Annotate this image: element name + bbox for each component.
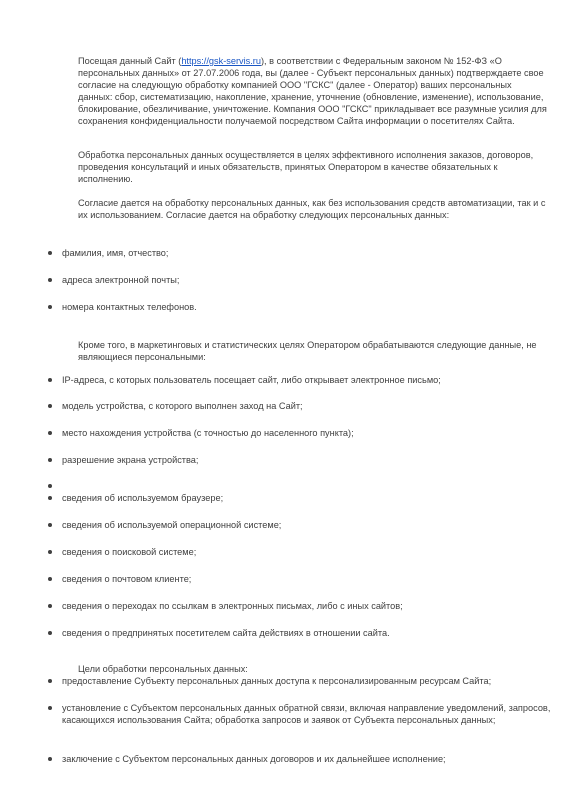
bullet-icon [48,679,52,683]
list-item: сведения об используемой операционной системе; [62,519,552,531]
bullet-icon [48,378,52,382]
list-item: сведения о предпринятых посетителем сайта действиях в отношении сайта. [62,627,552,639]
bullet-icon [48,458,52,462]
list-item: модель устройства, с которого выполнен заход на Сайт; [62,400,552,412]
goals-heading: Цели обработки персональных данных: [78,664,248,674]
bullet-icon [48,484,52,488]
list-item: установление с Субъектом персональных данных обратной связи, включая направление уведомлений, запросов, касающихся использования Сайта; обработка запросов и заявок от Субъекта персональных данных; [62,702,552,726]
bullet-icon [48,550,52,554]
list-item: IP-адреса, с которых пользователь посещает сайт, либо открывает электронное письмо; [62,374,552,386]
intro-paragraph [78,55,548,127]
list-item: сведения об используемом браузере; [62,492,552,504]
bullet-icon [48,757,52,761]
marketing-paragraph: Кроме того, в маркетинговых и статистических целях Оператором обрабатываются следующие данные, не являющиеся персональными: [78,340,537,362]
bullet-icon [48,631,52,635]
site-link[interactable]: https://gsk-servis.ru [181,56,261,66]
purpose-paragraph: Обработка персональных данных осуществляется в целях эффективного исполнения заказов, договоров, проведения консультаций и иных обязательств, принятых Оператором в качестве обязательных к исполнению. [78,150,534,184]
bullet-icon [48,604,52,608]
list-item: разрешение экрана устройства; [62,454,552,466]
list-item: место нахождения устройства (с точностью до населенного пункта); [62,427,552,439]
list-item: номера контактных телефонов. [62,301,552,313]
bullet-icon [48,305,52,309]
bullet-icon [48,431,52,435]
bullet-icon [48,577,52,581]
list-item: адреса электронной почты; [62,274,552,286]
bullet-icon [48,251,52,255]
list-item: фамилия, имя, отчество; [62,247,552,259]
bullet-icon [48,404,52,408]
bullet-icon [48,496,52,500]
bullet-icon [48,706,52,710]
list-item: заключение с Субъектом персональных данных договоров и их дальнейшее исполнение; [62,753,552,765]
list-item: предоставление Субъекту персональных данных доступа к персонализированным ресурсам Сайта; [62,675,552,687]
bullet-icon [48,523,52,527]
bullet-icon [48,278,52,282]
list-item: сведения о переходах по ссылкам в электронных письмах, либо с иных сайтов; [62,600,552,612]
consent-paragraph: Согласие дается на обработку персональных данных, как без использования средств автоматизации, так и с их использованием. Согласие дается на обработку следующих персональных данных: [78,198,546,220]
list-item: сведения о поисковой системе; [62,546,552,558]
intro-text-start: Посещая данный Сайт ( [78,56,182,66]
list-item: сведения о почтовом клиенте; [62,573,552,585]
intro-text-rest: ), в соответствии с Федеральным законом № 152-ФЗ «О персональных данных» от 27.07.2006 года, вы (далее - Субъект персональных данных) подтверждаете свое согласие на следующую обработку компанией ООО "ГСКС" (далее - Оператор) ваших персональных данных: сбор, систематизацию, накопление, хранение, уточнение (обновление, изменение), использование, блокирование, обезличивание, уничтожение. Компания ООО "ГСКС" прикладывает все разумные усилия для сохранения конфиденциальности получаемой посредством Сайта информации о посетителях Сайта. [78,56,547,126]
